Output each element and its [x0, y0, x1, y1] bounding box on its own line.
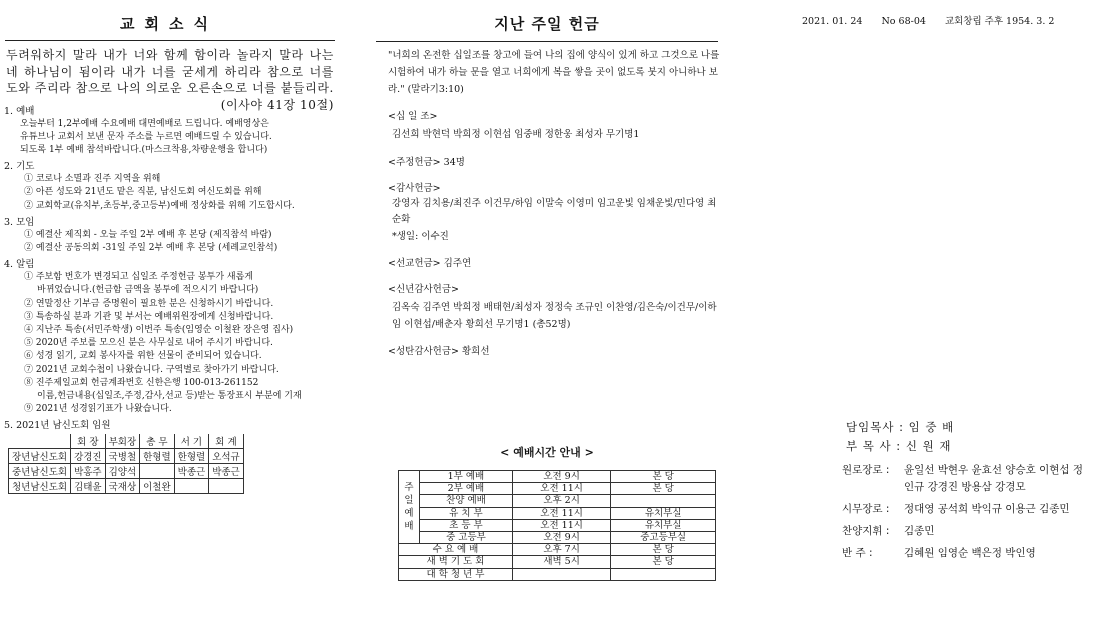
officer-cell: 한형렬 — [174, 449, 209, 464]
pastor-block — [846, 418, 954, 456]
weekly-block — [374, 156, 720, 170]
elders-block — [842, 462, 1084, 567]
offering-title: 지난 주일 헌금 — [494, 15, 600, 33]
role-names: 김종민 — [904, 525, 935, 537]
notice-line: ③ 특송하실 분과 기관 및 부서는 예배위원장에게 신청바랍니다. — [24, 311, 274, 322]
notice-line: ① 예결산 제직회 - 오늘 주일 2부 예배 후 본당 (제직참석 바람) — [24, 229, 272, 240]
newyear-heading: <신년감사헌금> — [388, 284, 459, 295]
thanks-block — [374, 182, 720, 246]
schedule-title: < 예배시간 안내 > — [500, 446, 594, 459]
service-place — [611, 495, 716, 507]
notice-line: 바뀌었습니다.(헌금함 금액을 봉투에 적으시기 바랍니다) — [37, 285, 259, 296]
notice-line: ② 연말정산 기부금 증명원이 필요한 분은 신청하시기 바랍니다. — [24, 298, 274, 309]
officer-cell: 박종근 — [174, 464, 209, 479]
service-place — [611, 568, 716, 580]
service-time: 오전 11시 — [512, 519, 610, 531]
notice-line: ⑦ 2021년 교회수첩이 나왔습니다. 구역별로 찾아가기 바랍니다. — [24, 364, 279, 375]
officers-col-header: 회 계 — [209, 434, 244, 449]
founding-date: 교회창립 주후 1954. 3. 2 — [944, 16, 1055, 27]
notice-heading: 2. 기도 — [4, 161, 35, 173]
christmas-heading: <성탄감사헌금> 황희선 — [388, 346, 490, 357]
service-name: 찬양 예배 — [420, 495, 513, 507]
notice-heading: 1. 예배 — [4, 105, 35, 117]
officer-cell: 국병철 — [105, 449, 140, 464]
role-label: 시무장로 : — [842, 503, 890, 515]
list-item — [842, 523, 1084, 540]
issue-number: No 68-04 — [881, 16, 926, 27]
officers-col-header: 회 장 — [71, 434, 106, 449]
notice-line: ② 교회학교(유치부,초등부,중고등부)예배 정상화를 위해 기도합시다. — [24, 200, 295, 211]
officer-cell — [174, 479, 209, 494]
service-name: 1부 예배 — [420, 471, 513, 483]
malachi-quote: "너희의 온전한 십일조를 창고에 들여 나의 집에 양식이 있게 하고 그것으로 나를 시험하여 내가 하늘 문을 열고 너희에게 복을 쌓을 곳이 없도록 붓지 아니하나 보라." (말라기3:10) — [388, 50, 720, 95]
thanks-names: 강영자 김치용/최진주 이건무/하임 이말숙 이영미 임고운빛 임채운빛/민다영 최순화 — [392, 197, 717, 225]
notice-line: 되도록 1부 예배 참석바랍니다.(마스크착용,차량운행을 합니다) — [20, 144, 268, 155]
schedule-table — [398, 470, 716, 581]
notice-section — [0, 258, 338, 416]
schedule-block — [374, 444, 720, 581]
service-time: 오전 9시 — [512, 471, 610, 483]
tithe-names: 김선희 박현덕 박희정 이현섭 임중배 정한웅 최성자 무기명1 — [392, 129, 640, 140]
officers-table — [8, 434, 244, 494]
service-name: 2부 예배 — [420, 483, 513, 495]
officer-cell: 박종근 — [209, 464, 244, 479]
service-name: 중 고등부 — [420, 531, 513, 543]
service-time — [512, 568, 610, 580]
service-place: 본 당 — [611, 483, 716, 495]
sunday-service-label: 주 일 예 배 — [399, 471, 420, 544]
group-name: 중년남신도회 — [9, 464, 71, 479]
issue-date: 2021. 01. 24 — [802, 16, 863, 27]
service-place: 본 당 — [611, 544, 716, 556]
notice-line: 오늘부터 1,2부예배 수요예배 대면예배로 드립니다. 예배영상은 — [20, 118, 269, 129]
officers-col-header: 서 기 — [174, 434, 209, 449]
table-row — [9, 479, 244, 494]
table-row — [399, 495, 716, 507]
service-name: 초 등 부 — [420, 519, 513, 531]
officer-cell — [140, 464, 175, 479]
table-row — [399, 556, 716, 568]
tithe-heading: <십 일 조> — [388, 111, 438, 122]
notice-heading: 4. 알림 — [4, 259, 35, 271]
notice-line: ⑧ 진주제일교회 헌금계좌번호 신한은행 100-013-261152 — [24, 377, 259, 388]
title-divider — [5, 40, 335, 41]
officers-heading: 5. 2021년 남신도회 임원 — [4, 420, 111, 432]
notice-list — [0, 105, 338, 417]
mission-heading: <선교헌금> 김주연 — [388, 258, 472, 269]
service-time: 오전 11시 — [512, 483, 610, 495]
associate-pastor: 부 목 사 : 신 원 재 — [846, 439, 952, 453]
service-time: 오후 2시 — [512, 495, 610, 507]
role-label: 찬양지휘 : — [842, 525, 890, 537]
role-label: 원로장로 : — [842, 464, 890, 476]
notice-line: ⑤ 2020년 주보를 모으신 분은 사무실로 내어 주시기 바랍니다. — [24, 338, 273, 349]
role-names: 윤일선 박현우 윤효선 양승호 이현섭 정인규 강경진 방용삼 강경모 — [904, 464, 1083, 493]
service-time: 오전 9시 — [512, 531, 610, 543]
role-names: 김혜원 임영순 백은정 박인영 — [904, 547, 1036, 559]
church-news-column — [0, 0, 338, 494]
notice-line: ⑥ 성경 읽기, 교회 봉사자를 위한 선물이 준비되어 있습니다. — [24, 351, 262, 362]
list-item — [842, 545, 1084, 562]
notice-line: ② 예결산 공동의회 -31일 주일 2부 예배 후 본당 (세례교인참석) — [24, 242, 278, 253]
list-item — [842, 501, 1084, 518]
service-name: 유 치 부 — [420, 507, 513, 519]
service-time: 오전 11시 — [512, 507, 610, 519]
officer-cell — [209, 479, 244, 494]
role-label: 반 주 : — [842, 547, 873, 559]
service-place: 본 당 — [611, 471, 716, 483]
notice-section — [0, 160, 338, 213]
table-row — [399, 531, 716, 543]
table-row — [399, 471, 716, 483]
officer-cell: 박홍주 — [71, 464, 106, 479]
notice-line: ④ 지난주 특송(서민주학생) 이번주 특송(임영순 이철완 장은영 집사) — [24, 324, 294, 335]
notice-line: 유튜브나 교회서 보낸 문자 주소를 누르면 예배드릴 수 있습니다. — [20, 131, 272, 142]
officer-cell: 국재상 — [105, 479, 140, 494]
table-row — [399, 483, 716, 495]
thanks-heading: <감사헌금> — [388, 182, 441, 194]
officer-cell: 강경진 — [71, 449, 106, 464]
info-column — [746, 0, 1096, 618]
service-time: 새벽 5시 — [512, 556, 610, 568]
officers-corner — [9, 434, 71, 449]
officer-cell: 이철완 — [140, 479, 175, 494]
notice-line: ① 주보함 번호가 변경되고 십일조 주정헌금 봉투가 새롭게 — [24, 272, 253, 283]
table-row — [399, 507, 716, 519]
issue-line — [802, 13, 1070, 27]
verse-body: 두려워하지 말라 내가 너와 함께 함이라 놀라지 말라 나는 네 하나님이 됨이라 내가 너를 굳세게 하리라 참으로 너를 도와 주리라 참으로 나의 의로운 오른손으로 너를 붙들리라. — [6, 48, 334, 95]
table-row — [399, 519, 716, 531]
newyear-block — [374, 283, 720, 333]
group-name: 장년남신도회 — [9, 449, 71, 464]
officers-col-header: 총 무 — [140, 434, 175, 449]
service-name: 대 학 청 년 부 — [399, 568, 513, 580]
table-row — [9, 449, 244, 464]
list-item — [842, 462, 1084, 496]
notice-line: ① 코로나 소멸과 진주 지역을 위해 — [24, 174, 161, 185]
service-place: 중고등부실 — [611, 531, 716, 543]
offering-column — [374, 0, 720, 580]
notice-line: ② 아픈 성도와 21년도 맡은 직분, 남신도회 여신도회를 위해 — [24, 187, 262, 198]
officer-cell: 오석규 — [209, 449, 244, 464]
service-name: 새 벽 기 도 회 — [399, 556, 513, 568]
christmas-block — [374, 345, 720, 359]
group-name: 청년남신도회 — [9, 479, 71, 494]
church-news-title: 교회소식 — [120, 15, 218, 33]
officers-col-header: 부회장 — [105, 434, 140, 449]
service-time: 오후 7시 — [512, 544, 610, 556]
officers-header-row — [9, 434, 244, 449]
verse-reference: (이사야 41장 10절) — [220, 97, 334, 112]
service-place: 유치부실 — [611, 519, 716, 531]
weekly-heading: <주정헌금> 34명 — [388, 156, 465, 168]
officer-cell: 한형렬 — [140, 449, 175, 464]
officer-cell: 김양석 — [105, 464, 140, 479]
officer-cell: 김태윤 — [71, 479, 106, 494]
notice-line: 이름,헌금내용(십일조,주정,감사,선교 등)받는 통장표시 부분에 기재 — [37, 390, 302, 401]
service-place: 본 당 — [611, 556, 716, 568]
newyear-names: 김옥숙 김주연 박희정 배태현/최성자 정정숙 조규인 이찬영/김은숙/이건무/이하임 이현섭/배춘자 황희선 무기명1 (총52명) — [392, 302, 717, 330]
tithe-block — [374, 110, 720, 144]
mission-block — [374, 257, 720, 271]
notice-section — [0, 216, 338, 255]
table-row — [9, 464, 244, 479]
notice-heading: 3. 모임 — [4, 216, 35, 228]
service-name: 수 요 예 배 — [399, 544, 513, 556]
table-row — [399, 544, 716, 556]
role-names: 정대영 공석희 박익규 이용근 김종민 — [904, 503, 1070, 515]
notice-line: ⑨ 2021년 성경읽기표가 나왔습니다. — [24, 404, 172, 415]
title-divider — [376, 41, 718, 42]
service-place: 유치부실 — [611, 507, 716, 519]
senior-pastor: 담임목사 : 임 중 배 — [846, 420, 955, 434]
birthday-note: *생일: 이수진 — [392, 230, 449, 242]
table-row — [399, 568, 716, 580]
